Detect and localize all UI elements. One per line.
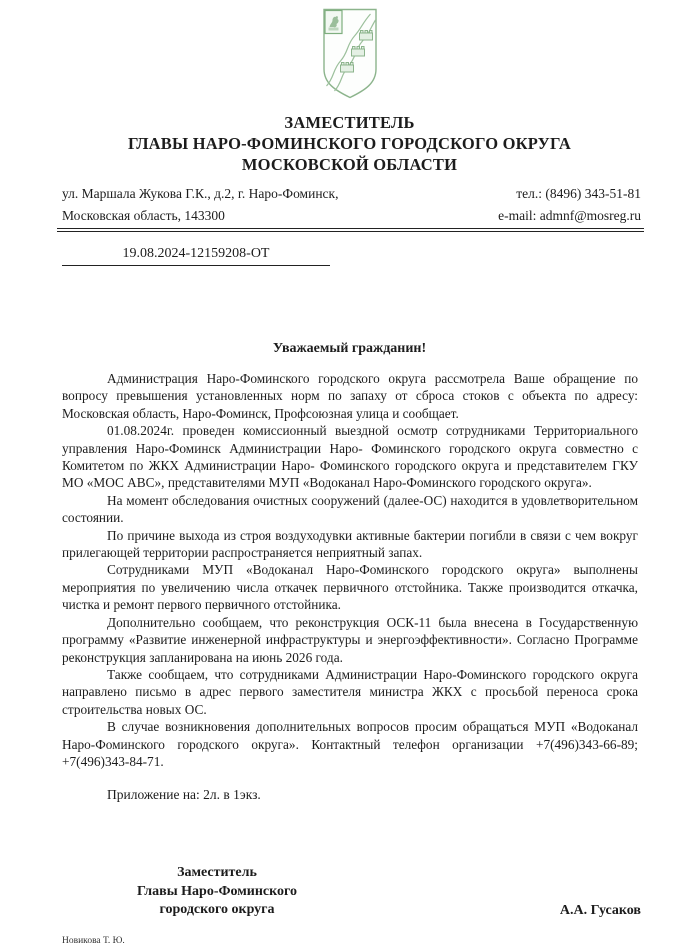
letterhead-title-line-3: МОСКОВСКОЙ ОБЛАСТИ xyxy=(241,155,458,174)
paragraph-5: Сотрудниками МУП «Водоканал Наро-Фоминского городского округа» выполнены мероприятия по увеличению числа откачек первичного отстойника. Также производится откачка, чистка и ремонт первого первичного отстойника. xyxy=(62,562,638,613)
letterhead-divider xyxy=(57,228,644,232)
signer-position-line-2: Главы Наро-Фоминского xyxy=(136,883,298,899)
phone-email xyxy=(498,183,641,227)
letterhead-title-line-1: ЗАМЕСТИТЕЛЬ xyxy=(284,113,415,132)
reference-number: 19.08.2024-12159208-ОТ xyxy=(62,246,330,266)
paragraph-2: 01.08.2024г. проведен комиссионный выездной осмотр сотрудниками Территориального управления Наро-Фоминск Администрации Наро- Фоминского городского округа совместно с Комитетом по ЖКХ Администрации Наро- Фоминского городского округа и представителем ГКУ МО «МОС АВС», представителями МУП «Водоканал Наро-Фоминского городского округа». xyxy=(62,423,638,491)
paragraph-7: Также сообщаем, что сотрудниками Администрации Наро-Фоминского городского округа направлено письмо в адрес первого заместителя министра ЖКХ с просьбой переноса срока строительства новых ОС. xyxy=(62,666,638,717)
signer-position-line-1: Заместитель xyxy=(177,865,257,880)
paragraph-3: На момент обследования очистных сооружений (далее-ОС) находится в удовлетворительном состоянии. xyxy=(62,492,638,526)
letterhead-title-line-2: ГЛАВЫ НАРО-ФОМИНСКОГО ГОРОДСКОГО ОКРУГА xyxy=(127,134,572,153)
signature-block xyxy=(62,864,641,920)
salutation: Уважаемый гражданин! xyxy=(272,341,427,356)
address-line-1: ул. Маршала Жукова Г.К., д.2, г. Наро-Фоминск, xyxy=(62,186,339,201)
attachment-note: Приложение на: 2л. в 1экз. xyxy=(107,787,261,802)
signer-position-line-3: городского округа xyxy=(159,902,275,917)
signer-position xyxy=(62,864,372,920)
paragraph-4: По причине выхода из строя воздуходувки активные бактерии погибли в связи с чем вокруг прилегающей территории распространяется неприятный запах. xyxy=(62,527,638,561)
coat-of-arms-svg xyxy=(321,7,378,100)
executor-name: Новикова Т. Ю. xyxy=(62,936,125,945)
phone-line: тел.: (8496) 343-51-81 xyxy=(516,186,641,201)
coat-of-arms-icon xyxy=(321,7,378,105)
contacts-block xyxy=(62,183,641,227)
paragraph-1: Администрация Наро-Фоминского городского округа рассмотрела Ваше обращение по вопросу превышения установленных норм по запаху от сброса стоков с объекта по адресу: Московская область, Наро-Фоминск, Профсоюзная улица и сообщает. xyxy=(62,371,638,421)
address-line-2: Московская область, 143300 xyxy=(62,208,225,223)
paragraph-6: Дополнительно сообщаем, что реконструкция ОСК-11 была внесена в Государственную программу «Развитие инженерной инфраструктуры и энергоэффективности». Согласно Программе реконструкция запланирована на июнь 2026 года. xyxy=(62,614,638,665)
paragraph-8: В случае возникновения дополнительных вопросов просим обращаться МУП «Водоканал Наро-Фоминского городского округа». Контактный телефон организации +7(496)343-66-89; +7(496)343-84-71. xyxy=(62,719,638,769)
postal-address xyxy=(62,183,338,227)
letter-body xyxy=(62,370,638,770)
signer-name: А.А. Гусаков xyxy=(559,902,641,918)
letterhead-title xyxy=(0,112,699,175)
email-line: e-mail: admnf@mosreg.ru xyxy=(498,208,641,223)
reference-block xyxy=(62,246,330,266)
